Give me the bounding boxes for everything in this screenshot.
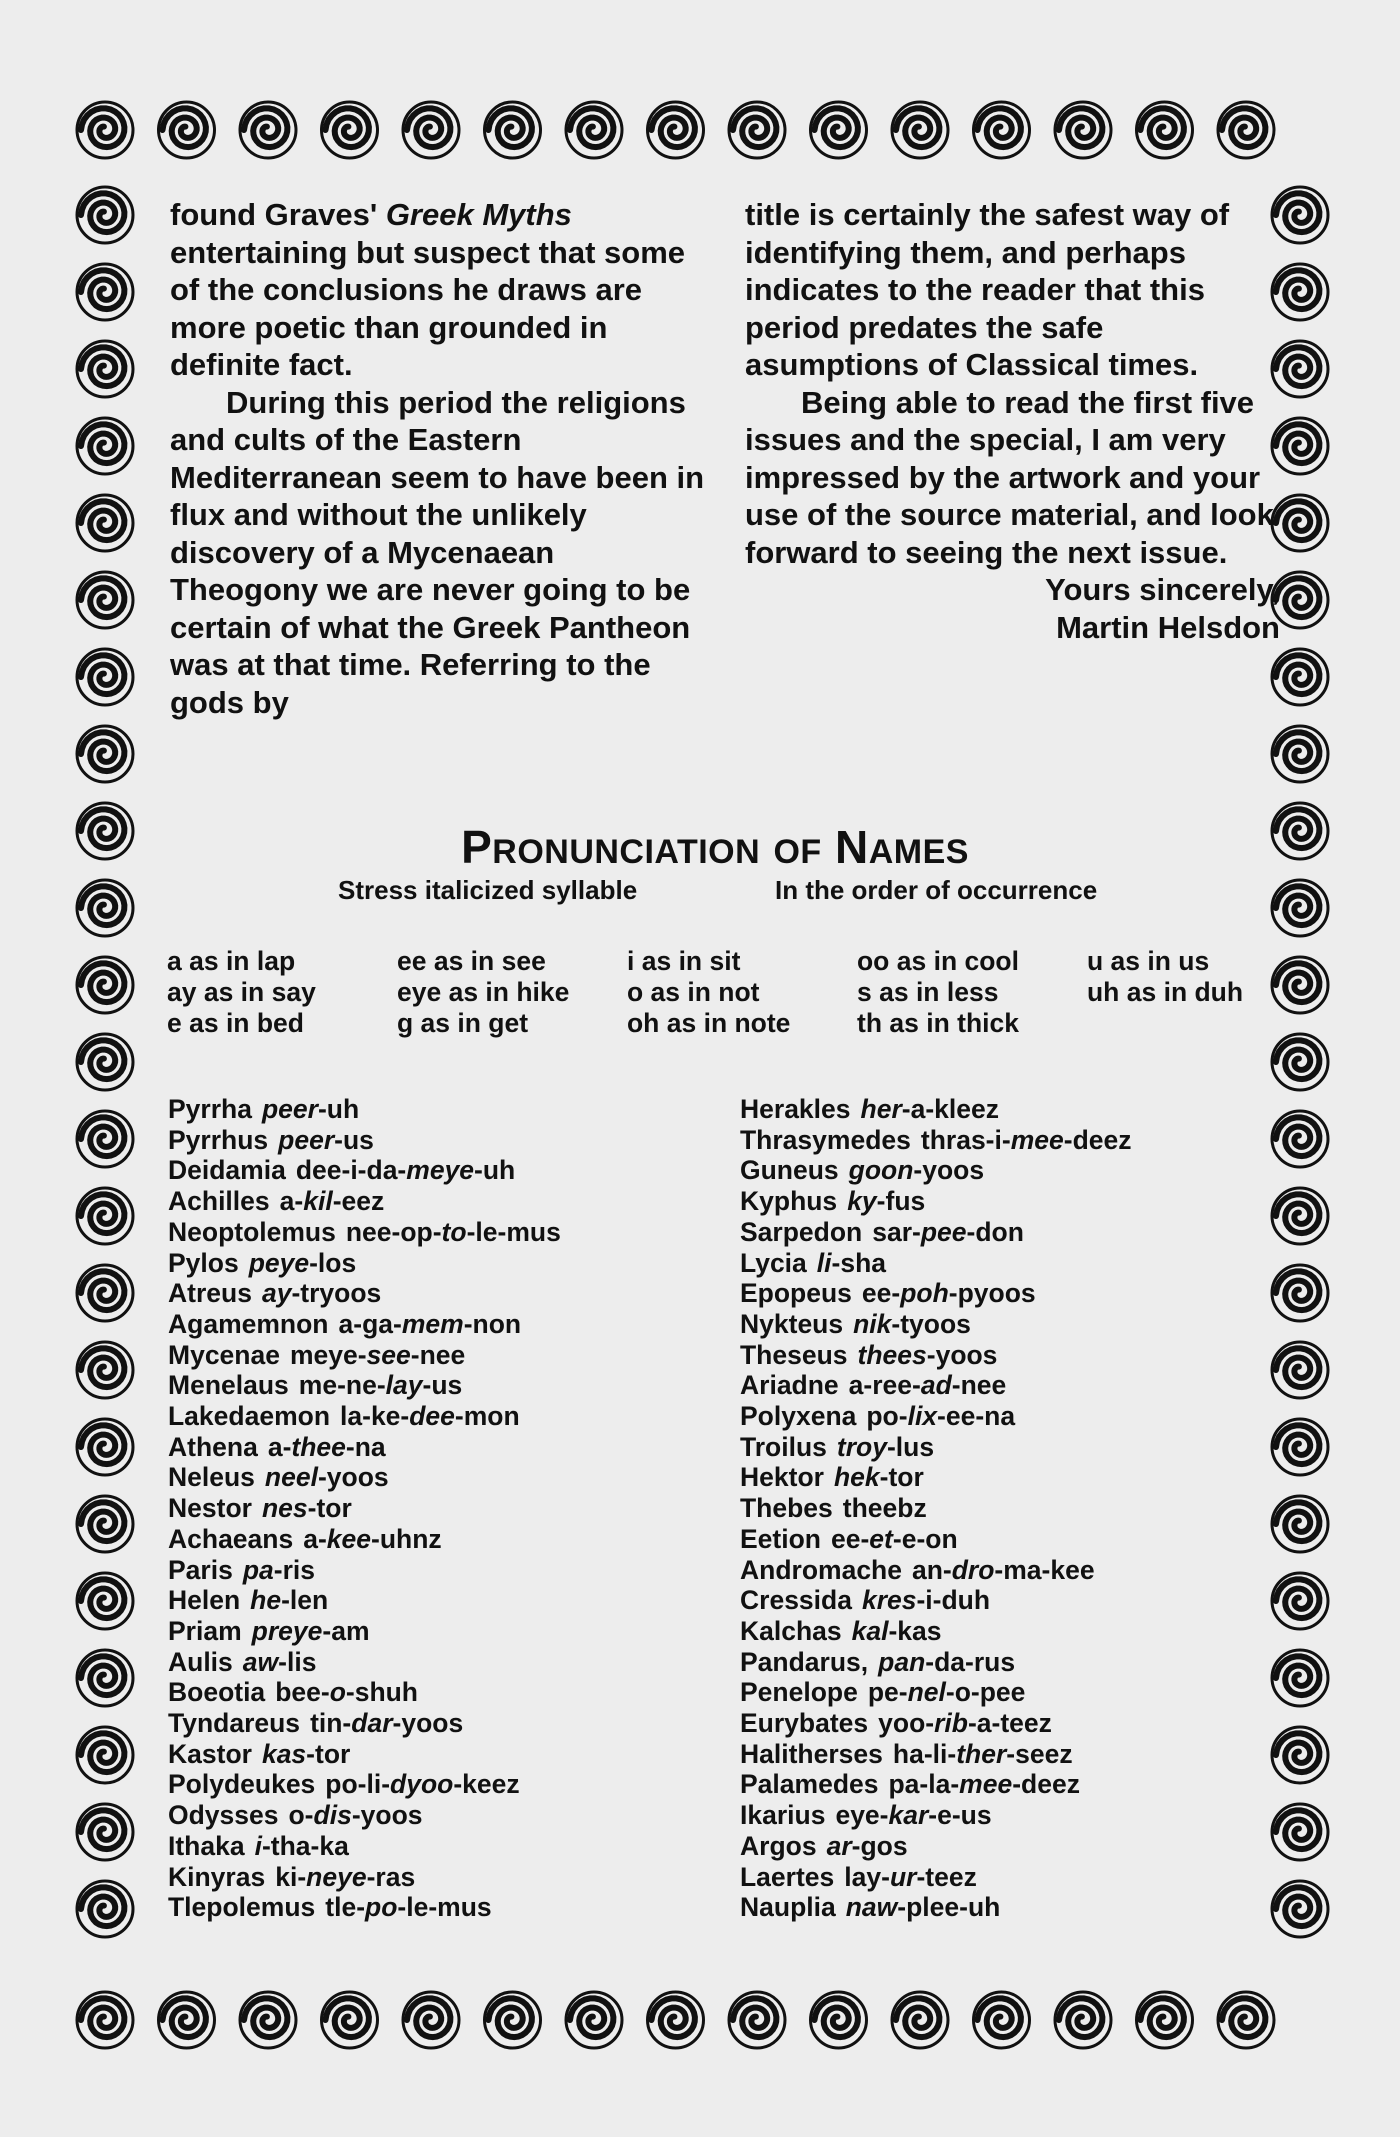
border-spiral (81, 347, 124, 386)
key-entry: u as in us (1087, 946, 1210, 976)
border-spiral (1276, 578, 1319, 617)
border-spiral (81, 1502, 124, 1541)
name-text: Boeotia (168, 1677, 266, 1708)
pronunciation-text: ki-neye-ras (275, 1861, 416, 1892)
border-spiral (1141, 108, 1184, 147)
name-text: Mycenae (168, 1339, 280, 1370)
border-spiral (978, 108, 1021, 147)
border-spiral (733, 108, 776, 147)
name-entry (168, 1217, 561, 1248)
name-entry (740, 1555, 1132, 1586)
pronunciation-text: kal-kas (851, 1615, 942, 1646)
name-text: Agamemnon (168, 1308, 329, 1339)
name-entry (740, 1248, 1132, 1279)
key-entry: th as in thick (857, 1008, 1019, 1038)
key-entry: oo as in cool (857, 946, 1019, 976)
name-text: Tlepolemus (168, 1892, 316, 1923)
pronunciation-text: lay-ur-teez (844, 1861, 977, 1892)
border-spiral (81, 1040, 124, 1079)
border-spiral (489, 108, 532, 147)
border-spiral (1276, 1348, 1319, 1387)
pronunciation-text: nik-tyoos (853, 1308, 971, 1339)
name-text: Athena (168, 1431, 258, 1462)
name-entry (740, 1831, 1132, 1862)
name-entry (168, 1585, 561, 1616)
pronunciation-text: troy-lus (836, 1431, 935, 1462)
border-spiral (1141, 1998, 1184, 2037)
name-entry (740, 1278, 1132, 1309)
letter-left-column (170, 196, 710, 721)
pronunciation-text: nes-tor (261, 1493, 352, 1524)
name-text: Deidamia (168, 1155, 286, 1186)
border-spiral (244, 108, 287, 147)
name-text: Priam (168, 1615, 242, 1646)
name-entry (168, 1278, 561, 1309)
pronunciation-text: li-sha (816, 1247, 887, 1278)
border-spiral (1222, 108, 1265, 147)
pronunciation-text: la-ke-dee-mon (340, 1401, 520, 1432)
name-text: Pandarus (740, 1646, 861, 1677)
name-entry (740, 1800, 1132, 1831)
key-entry: oh as in note (627, 1008, 791, 1038)
name-text: Guneus (740, 1155, 839, 1186)
pronunciation-key (167, 946, 1257, 1039)
border-spiral (652, 1998, 695, 2037)
name-text: Laertes (740, 1861, 835, 1892)
name-text: Achaeans (168, 1523, 294, 1554)
border-spiral (81, 578, 124, 617)
name-entry (168, 1892, 561, 1923)
name-entry (740, 1217, 1132, 1248)
name-entry (740, 1892, 1132, 1923)
name-entry (740, 1432, 1132, 1463)
name-entry (740, 1155, 1132, 1186)
name-text: Pyrrha (168, 1094, 252, 1124)
letter-paragraph-4: Being able to read the first five issues and the special, I am very impressed by the artwork and your use of the source material, and look forward to seeing the next issue. (745, 384, 1274, 570)
pronunciation-text: pan-da-rus (878, 1646, 1016, 1677)
border-spiral (81, 1348, 124, 1387)
pronunciation-text: hek-tor (833, 1462, 924, 1493)
pronunciation-text: he-len (250, 1585, 329, 1616)
pronunciation-text: meye-see-nee (289, 1339, 466, 1370)
pronunciation-text: theebz (842, 1493, 927, 1524)
border-spiral (81, 963, 124, 1002)
name-text: Tyndareus (168, 1708, 301, 1739)
border-spiral (1276, 886, 1319, 925)
name-entry (168, 1647, 561, 1678)
section-title: PRONUNCIATION OF NAMES (461, 821, 969, 873)
name-entry (168, 1769, 561, 1800)
key-entry: ee as in see (397, 946, 546, 976)
name-text: Polyxena (740, 1401, 857, 1432)
name-text: Hektor (740, 1462, 824, 1493)
name-entry (168, 1739, 561, 1770)
border-spiral (1276, 347, 1319, 386)
pronunciation-text: peer-uh (261, 1094, 360, 1124)
name-entry (168, 1309, 561, 1340)
border-spiral (163, 1998, 206, 2037)
name-text: Paris (168, 1554, 233, 1585)
key-entry: eye as in hike (397, 977, 570, 1007)
border-spiral (1276, 1656, 1319, 1695)
border-spiral (81, 732, 124, 771)
letter-paragraph-2: During this period the religions and cults of the Eastern Mediterranean seem to have been in flux and without the unlikely discovery of a Mycenaean Theogony we are never going to be certain of what the Greek Pantheon was at that time. Referring to the gods by (170, 384, 705, 720)
name-text: Epopeus (740, 1278, 852, 1309)
name-text: Theseus (740, 1339, 848, 1370)
pronunciation-text: ky-fus (847, 1186, 926, 1217)
pronunciation-text: sar-pee-don (872, 1216, 1024, 1247)
pronunciation-text: ee-poh-pyoos (861, 1278, 1036, 1309)
border-spiral (81, 1194, 124, 1233)
border-spiral (81, 1656, 124, 1695)
name-entry (168, 1432, 561, 1463)
border-spiral (1276, 1194, 1319, 1233)
name-text: Kastor (168, 1738, 252, 1769)
name-entry (168, 1370, 561, 1401)
pronunciation-text: bee-o-shuh (275, 1677, 418, 1708)
name-text: Achilles (168, 1186, 270, 1217)
border-spiral (489, 1998, 532, 2037)
pronunciation-text: nee-op-to-le-mus (345, 1216, 561, 1247)
pronunciation-text: ha-li-ther-seez (892, 1738, 1073, 1769)
key-entry: e as in bed (167, 1008, 304, 1038)
name-entry (168, 1862, 561, 1893)
border-spiral (1276, 1502, 1319, 1541)
key-entry (1087, 1008, 1257, 1039)
name-text: Kyphus (740, 1186, 838, 1217)
pronunciation-text: an-dro-ma-kee (911, 1554, 1095, 1585)
name-text: Neleus (168, 1462, 255, 1493)
name-text: Menelaus (168, 1370, 289, 1401)
name-text: Pylos (168, 1247, 239, 1278)
pronunciation-text: o-dis-yoos (288, 1800, 423, 1831)
name-entry (740, 1462, 1132, 1493)
letter-right-column (745, 196, 1280, 646)
name-text: Kinyras (168, 1861, 266, 1892)
border-spiral (1276, 1040, 1319, 1079)
subtitle-stress: Stress italicized syllable (338, 875, 638, 905)
border-spiral (1276, 655, 1319, 694)
pronunciation-text: peer-us (278, 1124, 374, 1155)
name-entry (168, 1462, 561, 1493)
letter-closing: Yours sincerely, (1045, 572, 1280, 607)
name-entry: Pandarus, pan-da-rus (740, 1646, 1016, 1677)
subtitle-order: In the order of occurrence (775, 875, 1098, 905)
border-spiral (1276, 193, 1319, 232)
name-text: Ariadne (740, 1370, 839, 1401)
border-spiral (81, 1117, 124, 1156)
border-spiral (81, 1271, 124, 1310)
name-entry (740, 1708, 1132, 1739)
name-text: Nauplia (740, 1892, 836, 1923)
border-spiral (896, 108, 939, 147)
pronunciation-text: aw-lis (242, 1646, 317, 1677)
border-spiral (1276, 1117, 1319, 1156)
name-entry (740, 1094, 1132, 1125)
pronunciation-text: ay-tryoos (261, 1278, 382, 1309)
name-text: Thrasymedes (740, 1124, 911, 1155)
border-spiral (81, 1998, 124, 2037)
border-spiral (1222, 1998, 1265, 2037)
pronunciation-text: a-ree-ad-nee (848, 1370, 1007, 1401)
name-text: Herakles (740, 1094, 851, 1124)
name-text: Halitherses (740, 1738, 883, 1769)
name-text: Penelope (740, 1677, 858, 1708)
name-entry (168, 1248, 561, 1279)
name-text: Thebes (740, 1493, 833, 1524)
names-list-right (740, 1094, 1132, 1923)
name-text: Lakedaemon (168, 1401, 331, 1432)
border-spiral (81, 424, 124, 463)
key-entry: uh as in duh (1087, 977, 1244, 1007)
key-entry: ay as in say (167, 977, 316, 1007)
key-entry: g as in get (397, 1008, 529, 1038)
pronunciation-text: goon-yoos (848, 1155, 985, 1186)
border-spiral (1059, 1998, 1102, 2037)
border-spiral (896, 1998, 939, 2037)
border-spiral (1276, 501, 1319, 540)
border-spiral (1276, 1579, 1319, 1618)
border-spiral (1276, 1271, 1319, 1310)
border-spiral (163, 108, 206, 147)
border-spiral (81, 108, 124, 147)
border-spiral (81, 655, 124, 694)
name-entry (168, 1125, 561, 1156)
pronunciation-text: dee-i-da-meye-uh (295, 1155, 516, 1186)
border-spiral (81, 886, 124, 925)
name-entry (168, 1094, 561, 1125)
border-spiral (815, 108, 858, 147)
key-entry: a as in lap (167, 946, 296, 976)
pronunciation-text: i-tha-ka (254, 1830, 349, 1861)
name-text: Nykteus (740, 1308, 844, 1339)
name-text: Andromache (740, 1554, 902, 1585)
letter-paragraph-3: title is certainly the safest way of identifying them, and perhaps indicates to the reader that this period predates the safe asumptions of Classical times. (745, 197, 1230, 382)
pronunciation-text: preye-am (251, 1615, 370, 1646)
pronunciation-text: a-kil-eez (279, 1186, 385, 1217)
letter-signature: Martin Helsdon (1056, 609, 1280, 645)
name-entry (740, 1585, 1132, 1616)
border-spiral (815, 1998, 858, 2037)
pronunciation-text: tle-po-le-mus (325, 1892, 492, 1923)
name-entry (168, 1616, 561, 1647)
name-text: Ithaka (168, 1830, 245, 1861)
name-text: Aulis (168, 1646, 233, 1677)
border-spiral (81, 501, 124, 540)
border-spiral (81, 1810, 124, 1849)
pronunciation-text: po-lix-ee-na (866, 1401, 1016, 1432)
name-entry (168, 1401, 561, 1432)
border-spiral (81, 193, 124, 232)
name-text: Neoptolemus (168, 1216, 336, 1247)
name-entry (168, 1493, 561, 1524)
border-spiral (1059, 108, 1102, 147)
pronunciation-text: ee-et-e-on (830, 1523, 958, 1554)
pronunciation-text: po-li-dyoo-keez (325, 1769, 520, 1800)
border-spiral (81, 270, 124, 309)
pronunciation-text: her-a-kleez (860, 1094, 999, 1124)
name-entry (740, 1125, 1132, 1156)
border-spiral (326, 108, 369, 147)
border-spiral (1276, 963, 1319, 1002)
border-spiral (1276, 732, 1319, 771)
name-text: Palamedes (740, 1769, 879, 1800)
name-entry (168, 1524, 561, 1555)
name-entry (168, 1155, 561, 1186)
border-spiral (733, 1998, 776, 2037)
name-entry (740, 1524, 1132, 1555)
names-list-left (168, 1094, 561, 1923)
border-spiral (570, 1998, 613, 2037)
border-spiral (1276, 1733, 1319, 1772)
border-spiral (244, 1998, 287, 2037)
name-entry (740, 1340, 1132, 1371)
name-entry (168, 1831, 561, 1862)
name-text: Polydeukes (168, 1769, 316, 1800)
pronunciation-text: eye-kar-e-us (835, 1800, 992, 1831)
pronunciation-text: a-kee-uhnz (303, 1523, 442, 1554)
name-entry (168, 1340, 561, 1371)
name-text: Eetion (740, 1523, 821, 1554)
pronunciation-text: thees-yoos (857, 1339, 998, 1370)
pronunciation-text: a-ga-mem-non (338, 1308, 522, 1339)
border-spiral (81, 1887, 124, 1926)
name-entry (740, 1769, 1132, 1800)
name-entry (740, 1677, 1132, 1708)
name-text: Helen (168, 1585, 241, 1616)
name-text: Atreus (168, 1278, 252, 1309)
name-entry (740, 1309, 1132, 1340)
pronunciation-text: ar-gos (826, 1830, 908, 1861)
border-spiral (326, 1998, 369, 2037)
border-spiral (81, 1579, 124, 1618)
border-spiral (1276, 1425, 1319, 1464)
border-spiral (978, 1998, 1021, 2037)
name-text: Odysses (168, 1800, 279, 1831)
key-entry: s as in less (857, 977, 999, 1007)
name-entry (168, 1800, 561, 1831)
key-entry: o as in not (627, 977, 760, 1007)
pronunciation-text: yoo-rib-a-teez (878, 1708, 1052, 1739)
name-entry (168, 1677, 561, 1708)
pronunciation-text: kas-tor (261, 1738, 351, 1769)
name-entry (740, 1616, 1132, 1647)
pronunciation-text: kres-i-duh (861, 1585, 991, 1616)
name-text: Sarpedon (740, 1216, 863, 1247)
name-entry (168, 1555, 561, 1586)
border-spiral (1276, 1810, 1319, 1849)
border-spiral (81, 809, 124, 848)
border-spiral (1276, 1887, 1319, 1926)
name-entry (740, 1739, 1132, 1770)
name-entry (740, 1493, 1132, 1524)
pronunciation-text: naw-plee-uh (845, 1892, 1001, 1923)
pronunciation-text: pa-la-mee-deez (888, 1769, 1080, 1800)
pronunciation-text: peye-los (248, 1247, 357, 1278)
name-text: Pyrrhus (168, 1124, 269, 1155)
border-spiral (81, 1733, 124, 1772)
pronunciation-text: pa-ris (242, 1554, 316, 1585)
pronunciation-text: thras-i-mee-deez (920, 1124, 1132, 1155)
name-entry (740, 1862, 1132, 1893)
name-text: Lycia (740, 1247, 807, 1278)
name-text: Ikarius (740, 1800, 826, 1831)
name-entry (740, 1370, 1132, 1401)
pronunciation-text: me-ne-lay-us (298, 1370, 463, 1401)
border-spiral (1276, 270, 1319, 309)
pronunciation-text: pe-nel-o-pee (867, 1677, 1026, 1708)
border-spiral (407, 108, 450, 147)
pronunciation-text: tin-dar-yoos (310, 1708, 464, 1739)
name-text: Argos (740, 1830, 817, 1861)
name-entry (740, 1186, 1132, 1217)
pronunciation-text: a-thee-na (267, 1431, 386, 1462)
border-spiral (81, 1425, 124, 1464)
name-text: Kalchas (740, 1615, 842, 1646)
border-spiral (652, 108, 695, 147)
border-spiral (1276, 424, 1319, 463)
name-text: Troilus (740, 1431, 827, 1462)
name-text: Eurybates (740, 1708, 869, 1739)
name-text: Nestor (168, 1493, 252, 1524)
border-spiral (1276, 809, 1319, 848)
name-text: Cressida (740, 1585, 852, 1616)
pronunciation-text: neel-yoos (264, 1462, 389, 1493)
name-entry (740, 1401, 1132, 1432)
name-entry (168, 1186, 561, 1217)
name-entry (168, 1708, 561, 1739)
key-entry: i as in sit (627, 946, 741, 976)
letter-paragraph-1: found Graves' Greek Myths entertaining but suspect that some of the conclusions he draws are more poetic than grounded in definite fact. (170, 197, 686, 382)
border-spiral (570, 108, 613, 147)
border-spiral (407, 1998, 450, 2037)
